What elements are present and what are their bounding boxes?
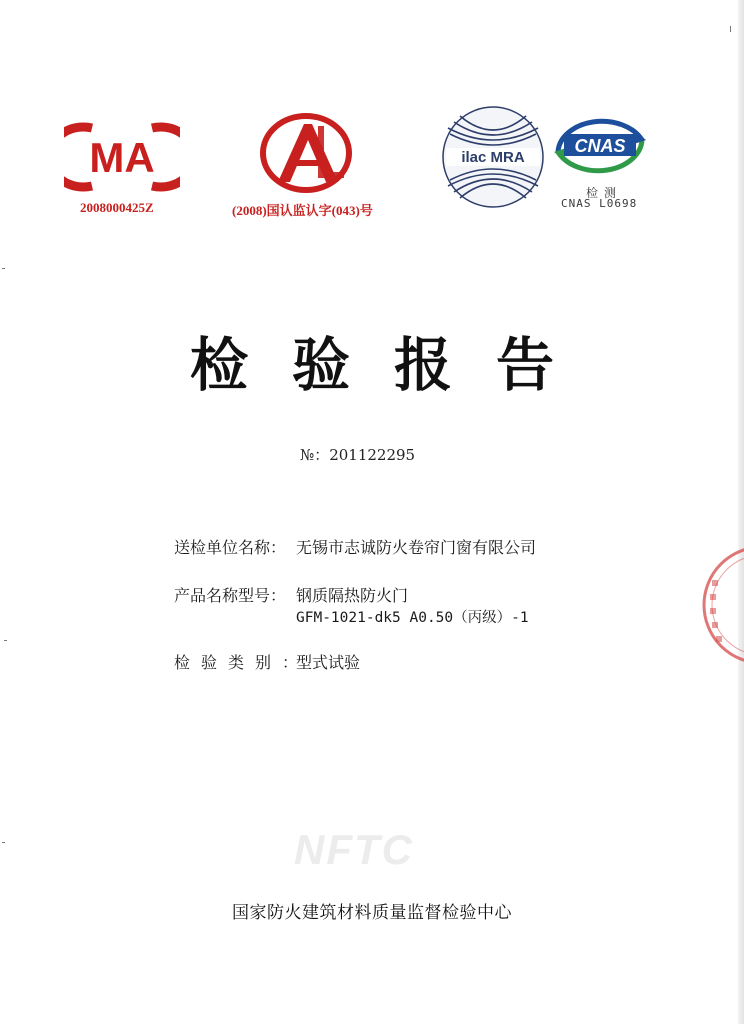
cnas-logo-text: CNAS — [574, 136, 626, 156]
ilac-mra-logo — [440, 104, 546, 210]
client-value: 无锡市志诚防火卷帘门窗有限公司 — [296, 538, 537, 557]
cma-certificate-number: 2008000425Z — [80, 200, 154, 215]
product-label: 产品名称型号： — [174, 586, 287, 605]
product-name: 钢质隔热防火门 — [296, 586, 409, 605]
cnas-logo — [550, 110, 650, 182]
client-label: 送检单位名称： — [174, 538, 287, 557]
cma-logo-text: MA — [89, 134, 155, 181]
scan-speck — [2, 842, 5, 843]
cnas-testing-label: 检测 — [586, 186, 623, 200]
cma-logo — [64, 122, 180, 192]
report-title: 检验报告 — [189, 331, 598, 399]
nftc-watermark: NFTC — [294, 826, 414, 873]
category-label: 检验类别： — [174, 653, 310, 672]
cnas-accreditation-number: CNAS L0698 — [561, 197, 638, 210]
page-edge-shadow — [738, 0, 744, 1024]
report-number: №：201122295 — [300, 446, 416, 464]
category-value: 型式试验 — [296, 653, 361, 672]
cal-approval-number: (2008)国认监认字(043)号 — [232, 203, 373, 218]
product-model: GFM-1021-dk5 A0.50（丙级）-1 — [296, 610, 529, 626]
scan-speck — [730, 26, 731, 32]
red-seal-stamp-partial — [700, 540, 744, 670]
scan-speck — [2, 268, 5, 269]
scan-speck — [4, 640, 7, 641]
issuing-organization: 国家防火建筑材料质量监督检验中心 — [232, 903, 512, 923]
cal-logo — [258, 112, 354, 194]
ilac-logo-text: ilac MRA — [461, 149, 525, 166]
